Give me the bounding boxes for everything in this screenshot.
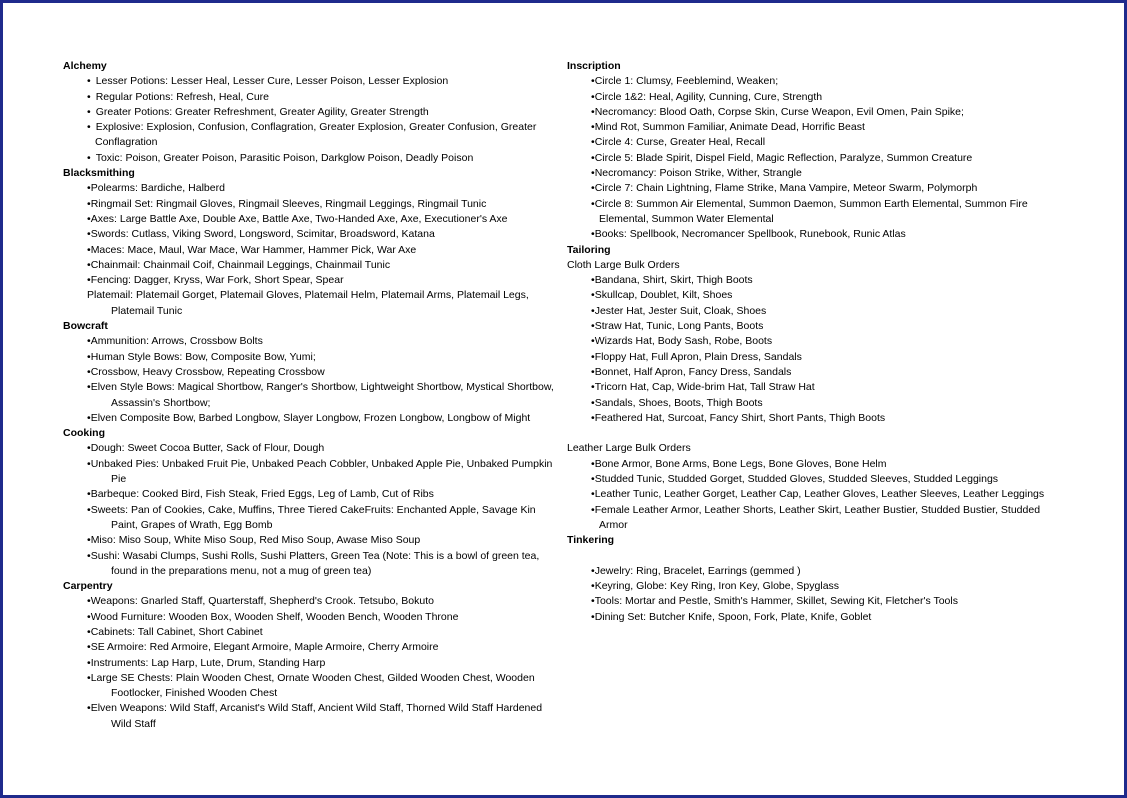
blank-line <box>567 426 1067 441</box>
list-item: • Lesser Potions: Lesser Heal, Lesser Cure, Lesser Poison, Lesser Explosion <box>63 74 563 89</box>
section-heading: Blacksmithing <box>63 167 135 180</box>
list-item: • Axes: Large Battle Axe, Double Axe, Battle Axe, Two-Handed Axe, Axe, Executioner's Axe <box>63 212 563 227</box>
list-item: • Instruments: Lap Harp, Lute, Drum, Standing Harp <box>63 656 563 671</box>
section-heading: Bowcraft <box>63 320 108 333</box>
list-item: • Elven Style Bows: Magical Shortbow, Ranger's Shortbow, Lightweight Shortbow, Mystical Shortbow, Assassin's Shortbow; <box>63 380 563 411</box>
list-item: • Jester Hat, Jester Suit, Cloak, Shoes <box>567 304 1067 319</box>
list-item: • Elven Composite Bow, Barbed Longbow, Slayer Longbow, Frozen Longbow, Longbow of Might <box>63 411 563 426</box>
list-item: • Wizards Hat, Body Sash, Robe, Boots <box>567 334 1067 349</box>
list-item: • Wood Furniture: Wooden Box, Wooden Shelf, Wooden Bench, Wooden Throne <box>63 610 563 625</box>
list-item: • Mind Rot, Summon Familiar, Animate Dead, Horrific Beast <box>567 120 1067 135</box>
list-item: • Ammunition: Arrows, Crossbow Bolts <box>63 334 563 349</box>
subsection-heading: Leather Large Bulk Orders <box>567 442 691 455</box>
section-leather-large-bulk-orders <box>567 426 1067 533</box>
list-item: • Regular Potions: Refresh, Heal, Cure <box>63 90 563 105</box>
section-tinkering <box>567 533 1067 625</box>
list-item: • Sushi: Wasabi Clumps, Sushi Rolls, Sushi Platters, Green Tea (Note: This is a bowl of green tea, found in the preparations menu, not a mug of green tea) <box>63 549 563 580</box>
section-cooking <box>63 426 563 579</box>
blank-line <box>567 549 1067 564</box>
list-item: • Feathered Hat, Surcoat, Fancy Shirt, Short Pants, Thigh Boots <box>567 411 1067 426</box>
list-item: • Circle 8: Summon Air Elemental, Summon Daemon, Summon Earth Elemental, Summon Fire Elemental, Summon Water Elemental <box>567 197 1067 228</box>
section-alchemy <box>63 59 563 166</box>
list-item: • Elven Weapons: Wild Staff, Arcanist's Wild Staff, Ancient Wild Staff, Thorned Wild Staff Hardened Wild Staff <box>63 701 563 732</box>
list-item: • Floppy Hat, Full Apron, Plain Dress, Sandals <box>567 350 1067 365</box>
list-item: • Explosive: Explosion, Confusion, Conflagration, Greater Explosion, Greater Confusion, Greater Conflagration <box>63 120 563 151</box>
list-item: • Necromancy: Blood Oath, Corpse Skin, Curse Weapon, Evil Omen, Pain Spike; <box>567 105 1067 120</box>
section-bowcraft <box>63 319 563 426</box>
list-item: • Circle 5: Blade Spirit, Dispel Field, Magic Reflection, Paralyze, Summon Creature <box>567 151 1067 166</box>
list-item: • Female Leather Armor, Leather Shorts, Leather Skirt, Leather Bustier, Studded Bustier, Studded Armor <box>567 503 1067 534</box>
list-item: • Bone Armor, Bone Arms, Bone Legs, Bone Gloves, Bone Helm <box>567 457 1067 472</box>
list-item: • Circle 4: Curse, Greater Heal, Recall <box>567 135 1067 150</box>
list-item: • Leather Tunic, Leather Gorget, Leather Cap, Leather Gloves, Leather Sleeves, Leather Leggings <box>567 487 1067 502</box>
list-item: • Books: Spellbook, Necromancer Spellbook, Runebook, Runic Atlas <box>567 227 1067 242</box>
section-carpentry <box>63 579 563 732</box>
list-item: • Swords: Cutlass, Viking Sword, Longsword, Scimitar, Broadsword, Katana <box>63 227 563 242</box>
list-item: • Greater Potions: Greater Refreshment, Greater Agility, Greater Strength <box>63 105 563 120</box>
list-item: • Polearms: Bardiche, Halberd <box>63 181 563 196</box>
list-item: • Jewelry: Ring, Bracelet, Earrings (gemmed ) <box>567 564 1067 579</box>
list-item: • Dining Set: Butcher Knife, Spoon, Fork, Plate, Knife, Goblet <box>567 610 1067 625</box>
list-item: • Circle 1&2: Heal, Agility, Cunning, Cure, Strength <box>567 90 1067 105</box>
list-item: • Bonnet, Half Apron, Fancy Dress, Sandals <box>567 365 1067 380</box>
list-item: • Circle 1: Clumsy, Feeblemind, Weaken; <box>567 74 1067 89</box>
list-item: • Keyring, Globe: Key Ring, Iron Key, Globe, Spyglass <box>567 579 1067 594</box>
list-item: • Sandals, Shoes, Boots, Thigh Boots <box>567 396 1067 411</box>
list-item: • Studded Tunic, Studded Gorget, Studded Gloves, Studded Sleeves, Studded Leggings <box>567 472 1067 487</box>
list-item: • Barbeque: Cooked Bird, Fish Steak, Fried Eggs, Leg of Lamb, Cut of Ribs <box>63 487 563 502</box>
list-item: • Fencing: Dagger, Kryss, War Fork, Short Spear, Spear <box>63 273 563 288</box>
list-item: • Miso: Miso Soup, White Miso Soup, Red Miso Soup, Awase Miso Soup <box>63 533 563 548</box>
list-item: • Dough: Sweet Cocoa Butter, Sack of Flour, Dough <box>63 441 563 456</box>
section-inscription <box>567 59 1067 243</box>
list-item: • Tools: Mortar and Pestle, Smith's Hammer, Skillet, Sewing Kit, Fletcher's Tools <box>567 594 1067 609</box>
list-item: • Sweets: Pan of Cookies, Cake, Muffins, Three Tiered CakeFruits: Enchanted Apple, Savage Kin Paint, Grapes of Wrath, Egg Bomb <box>63 503 563 534</box>
section-heading: Tinkering <box>567 534 615 547</box>
list-item: • Unbaked Pies: Unbaked Fruit Pie, Unbaked Peach Cobbler, Unbaked Apple Pie, Unbaked Pumpkin Pie <box>63 457 563 488</box>
list-item: • Chainmail: Chainmail Coif, Chainmail Leggings, Chainmail Tunic <box>63 258 563 273</box>
list-item: • Cabinets: Tall Cabinet, Short Cabinet <box>63 625 563 640</box>
list-item: • Tricorn Hat, Cap, Wide-brim Hat, Tall Straw Hat <box>567 380 1067 395</box>
list-item: • Toxic: Poison, Greater Poison, Parasitic Poison, Darkglow Poison, Deadly Poison <box>63 151 563 166</box>
list-item: • Maces: Mace, Maul, War Mace, War Hammer, Hammer Pick, War Axe <box>63 243 563 258</box>
list-item: • Skullcap, Doublet, Kilt, Shoes <box>567 288 1067 303</box>
list-item: • Human Style Bows: Bow, Composite Bow, Yumi; <box>63 350 563 365</box>
section-blacksmithing <box>63 166 563 319</box>
section-heading: Inscription <box>567 60 621 72</box>
list-item: • SE Armoire: Red Armoire, Elegant Armoire, Maple Armoire, Cherry Armoire <box>63 640 563 655</box>
subsection-heading: Cloth Large Bulk Orders <box>567 258 680 271</box>
list-item: • Weapons: Gnarled Staff, Quarterstaff, Shepherd's Crook. Tetsubo, Bokuto <box>63 594 563 609</box>
left-column <box>63 59 563 732</box>
section-heading: Tailoring <box>567 243 611 256</box>
list-item: Platemail: Platemail Gorget, Platemail Gloves, Platemail Helm, Platemail Arms, Platemail Legs, Platemail Tunic <box>87 289 529 317</box>
section-heading: Alchemy <box>63 60 107 72</box>
list-item: • Necromancy: Poison Strike, Wither, Strangle <box>567 166 1067 181</box>
section-heading: Carpentry <box>63 580 113 593</box>
list-item: • Crossbow, Heavy Crossbow, Repeating Crossbow <box>63 365 563 380</box>
list-item: • Large SE Chests: Plain Wooden Chest, Ornate Wooden Chest, Gilded Wooden Chest, Wooden Footlocker, Finished Wooden Chest <box>63 671 563 702</box>
section-tailoring <box>567 243 1067 427</box>
right-column <box>567 59 1067 625</box>
list-item: • Bandana, Shirt, Skirt, Thigh Boots <box>567 273 1067 288</box>
section-heading: Cooking <box>63 427 105 440</box>
list-item: • Straw Hat, Tunic, Long Pants, Boots <box>567 319 1067 334</box>
list-item: • Circle 7: Chain Lightning, Flame Strike, Mana Vampire, Meteor Swarm, Polymorph <box>567 181 1067 196</box>
list-item: • Ringmail Set: Ringmail Gloves, Ringmail Sleeves, Ringmail Leggings, Ringmail Tunic <box>63 197 563 212</box>
